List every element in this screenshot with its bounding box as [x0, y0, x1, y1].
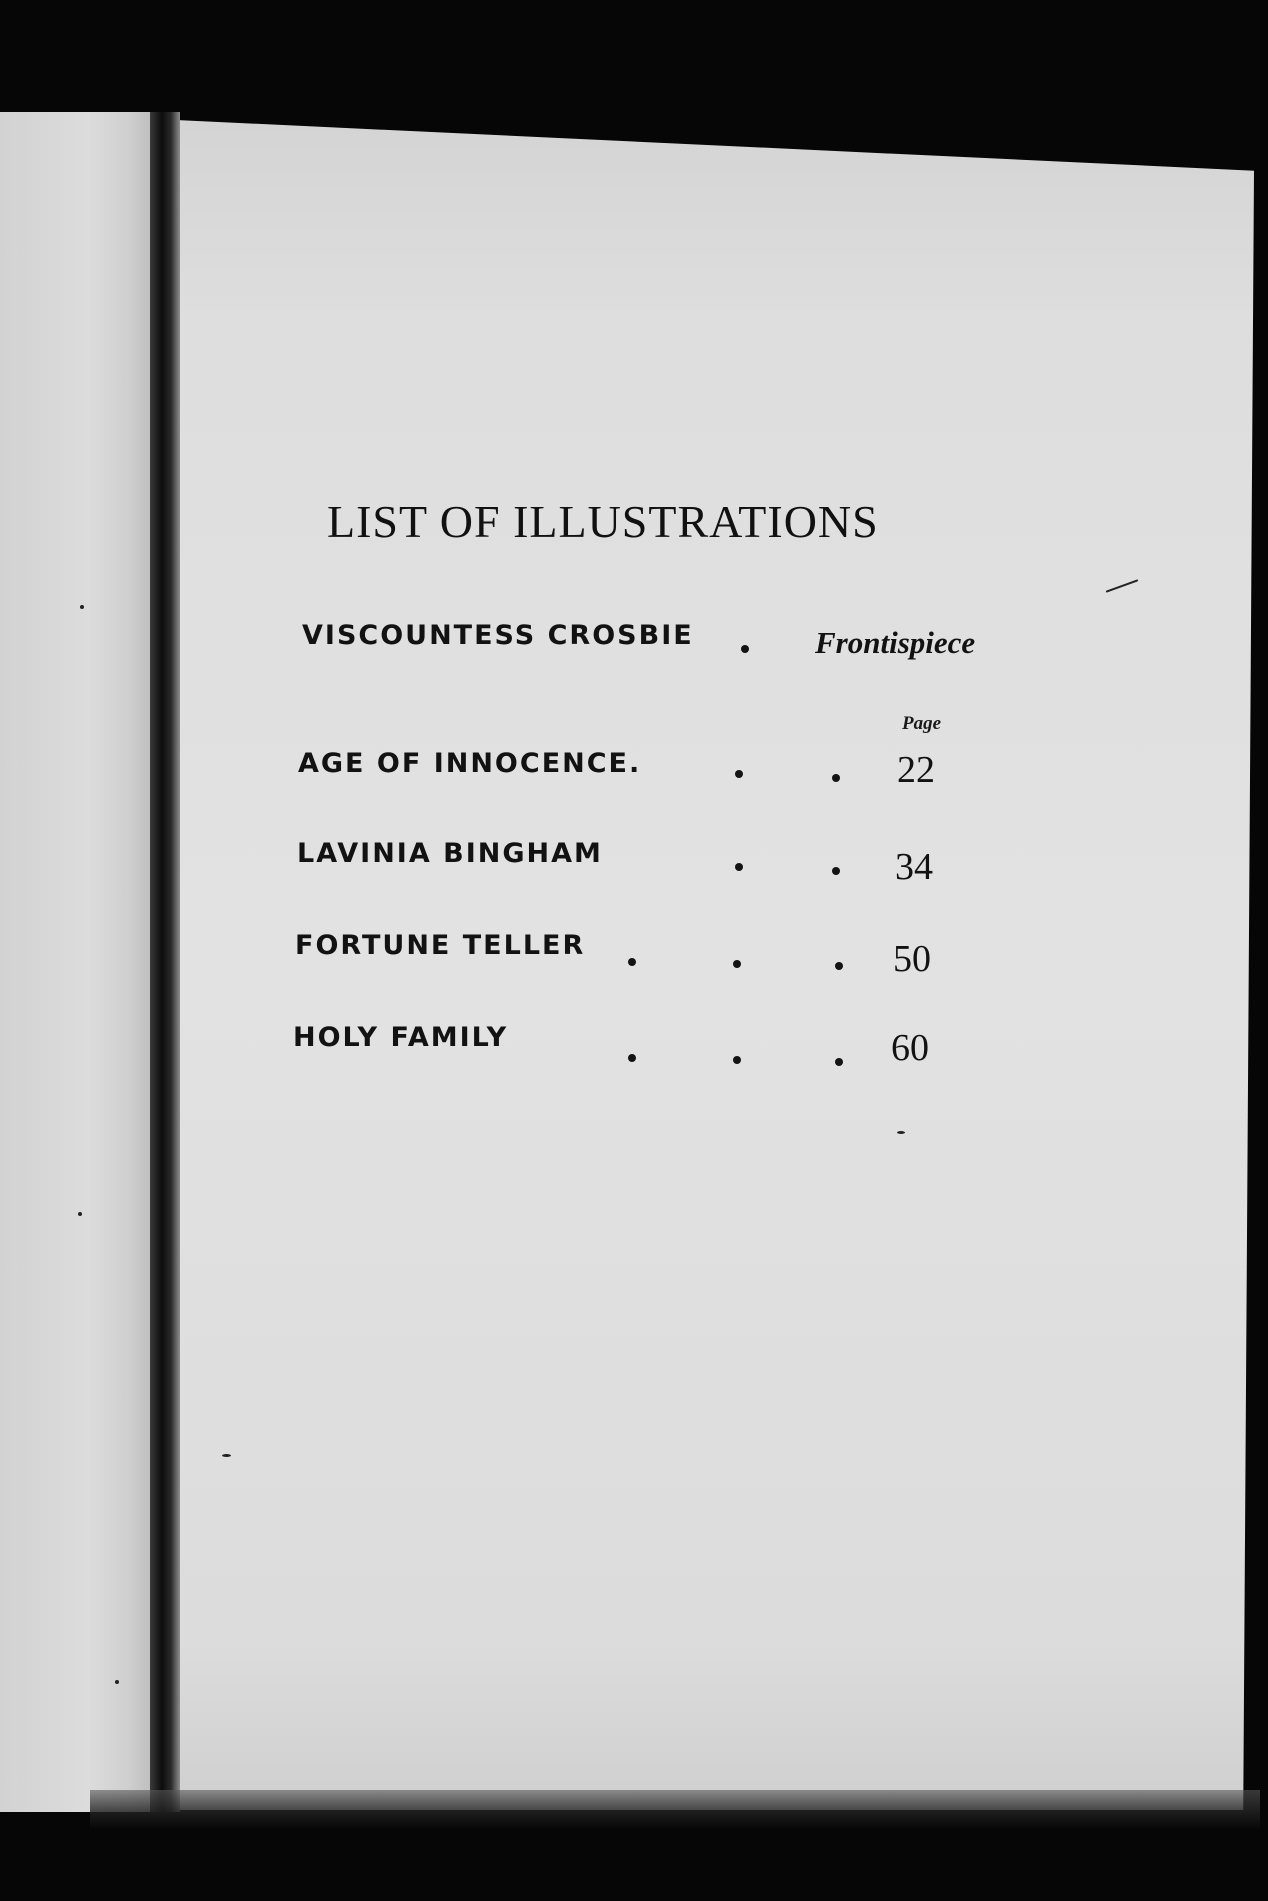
entry-page: 22: [897, 749, 935, 791]
entry-label: AGE OF INNOCENCE.: [298, 748, 642, 779]
entry-page: 50: [893, 938, 931, 980]
leader-dot: [832, 867, 840, 875]
leader-dot: [835, 962, 843, 970]
scan-speck: [222, 1454, 231, 1457]
entry-label: FORTUNE TELLER: [295, 930, 586, 961]
entry-label: LAVINIA BINGHAM: [297, 838, 603, 869]
leader-dot: [733, 960, 741, 968]
entry-label: HOLY FAMILY: [293, 1022, 509, 1053]
leader-dot: [735, 770, 743, 778]
entry-page: 60: [891, 1027, 929, 1069]
leader-dot: [628, 958, 636, 966]
leader-dot: [741, 645, 749, 653]
leader-dot: [735, 863, 743, 871]
leader-dot: [628, 1054, 636, 1062]
scan-speck: [897, 1131, 905, 1134]
page-column-heading: Page: [902, 713, 942, 734]
leader-dot: [835, 1058, 843, 1066]
leader-dot: [733, 1056, 741, 1064]
page-title: LIST OF ILLUSTRATIONS: [327, 496, 879, 547]
scan-speck: [115, 1680, 119, 1684]
entry-page: Frontispiece: [815, 625, 976, 660]
leader-dot: [832, 774, 840, 782]
scan-speck: [78, 1212, 82, 1216]
entry-page: 34: [895, 846, 933, 888]
scan-scratch: [1106, 579, 1139, 593]
entry-label: VISCOUNTESS CROSBIE: [302, 620, 694, 651]
scan-speck: [80, 605, 84, 609]
